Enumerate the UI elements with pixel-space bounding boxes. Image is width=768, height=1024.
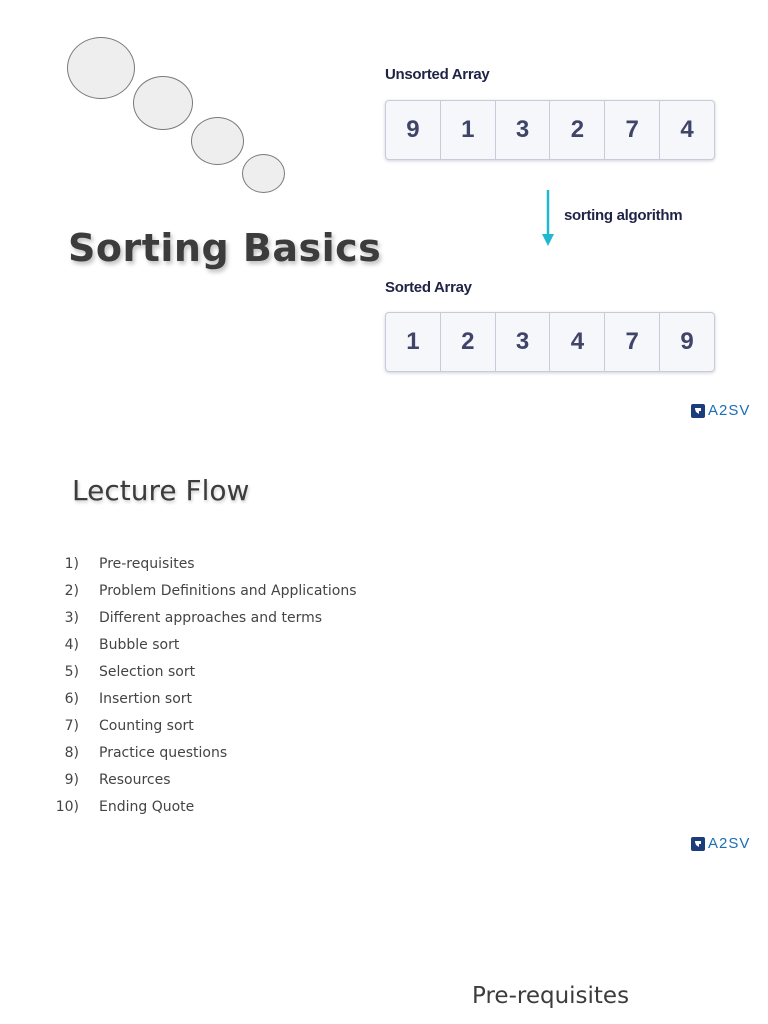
decor-circle-1 [67,37,135,99]
list-item-number: 9) [64,772,79,788]
slide-title [0,0,768,430]
list-item-text: Counting sort [99,718,194,734]
array-cell: 2 [550,101,605,159]
list-item-text: Problem Definitions and Applications [99,583,357,599]
decor-circle-4 [242,154,285,193]
list-item-number: 7) [64,718,79,734]
unsorted-array [385,100,715,160]
list-item-number: 1) [64,556,79,572]
array-cell: 3 [496,313,551,371]
down-arrow-icon [540,190,556,248]
list-item-text: Practice questions [99,745,228,761]
array-cell: 9 [680,328,694,355]
array-cell: 2 [441,313,496,371]
slide-title-text: Sorting Basics [68,226,382,270]
list-item-number: 3) [64,610,79,626]
sorting-algorithm-label: sorting algorithm [564,207,683,224]
list-item-number: 4) [64,637,79,653]
list-item-text: Pre-requisites [99,556,195,572]
sorted-array [385,312,715,372]
array-cell: 4 [550,313,605,371]
a2sv-logo-icon [691,404,705,418]
logo-text: A2SV [708,402,751,419]
list-item-number: 2) [64,583,79,599]
list-item-text: Different approaches and terms [99,610,323,626]
list-item-text: Resources [99,772,171,788]
a2sv-logo-icon [691,837,705,851]
decor-circle-3 [191,117,244,165]
list-item-number: 10) [55,799,79,815]
list-item-number: 5) [64,664,79,680]
sorted-array-label: Sorted Array [385,279,472,296]
list-item-text: Selection sort [99,664,196,680]
a2sv-logo [691,402,750,419]
unsorted-array-label: Unsorted Array [385,66,490,83]
logo-text: A2SV [708,835,751,852]
list-item-text: Bubble sort [99,637,180,653]
array-cell: 7 [605,313,660,371]
list-item-text: Ending Quote [99,799,195,815]
list-item-number: 6) [64,691,79,707]
lecture-flow-title: Lecture Flow [72,474,250,507]
list-item-text: Insertion sort [99,691,193,707]
array-cell: 4 [680,116,694,143]
a2sv-logo [691,835,750,852]
decor-circle-2 [133,76,193,130]
array-cell: 9 [386,101,441,159]
prerequisites-title: Pre-requisites [472,983,630,1009]
array-cell: 1 [386,313,441,371]
array-cell: 3 [496,101,551,159]
array-cell: 7 [605,101,660,159]
array-cell: 1 [441,101,496,159]
list-item-number: 8) [64,745,79,761]
